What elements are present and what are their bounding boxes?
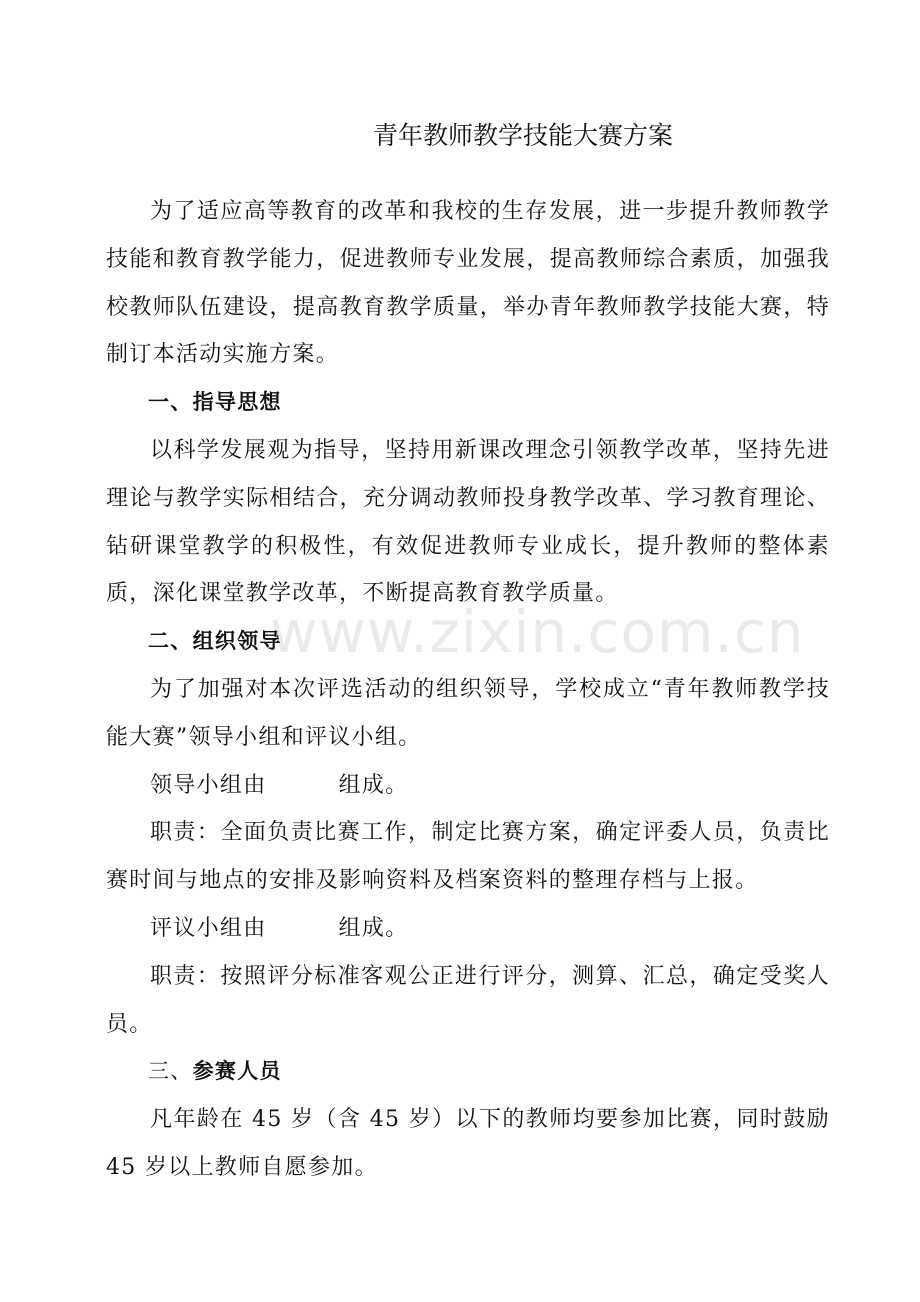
review-group-prefix: 评议小组由 bbox=[150, 915, 267, 941]
participants-heading-text: 参赛人员 bbox=[192, 1059, 282, 1084]
section-heading-participants bbox=[106, 1048, 830, 1096]
review-group-line bbox=[106, 905, 830, 953]
review-duty-paragraph: 职责：按照评分标准客观公正进行评分，测算、汇总，确定受奖人员。 bbox=[106, 963, 830, 1037]
document-body bbox=[106, 188, 830, 1192]
document-title: 青年教师教学技能大赛方案 bbox=[372, 121, 673, 150]
watermark-text: www.zixin.com.cn bbox=[270, 598, 805, 666]
leader-duty-paragraph: 职责：全面负责比赛工作，制定比赛方案，确定评委人员，负责比赛时间与地点的安排及影响资料及档案资料的整理存档与上报。 bbox=[106, 820, 830, 894]
intro-paragraph: 为了适应高等教育的改革和我校的生存发展，进一步提升教师教学技能和教育教学能力，促进教师专业发展，提高教师综合素质，加强我校教师队伍建设，提高教育教学质量，举办青年教师教学技能大赛，特制订本活动实施方案。 bbox=[106, 199, 830, 368]
participants-paragraph: 凡年龄在 45 岁（含 45 岁）以下的教师均要参加比赛，同时鼓励 45 岁以上教师自愿参加。 bbox=[106, 1107, 830, 1180]
leader-group-line bbox=[106, 762, 830, 810]
participants-heading-number: 三、 bbox=[148, 1059, 193, 1084]
review-group-suffix: 组成。 bbox=[338, 915, 409, 941]
guiding-ideology-paragraph: 以科学发展观为指导，坚持用新课改理念引领教学改革，坚持先进理论与教学实际相结合，充分调动教师投身教学改革、学习教育理论、钻研课堂教学的积极性，有效促进教师专业成长，提升教师的整体素质，深化课堂教学改革，不断提高教育教学质量。 bbox=[106, 437, 830, 607]
organization-paragraph: 为了加强对本次评选活动的组织领导，学校成立“青年教师教学技能大赛”领导小组和评议小组。 bbox=[106, 676, 830, 750]
leader-group-prefix: 领导小组由 bbox=[150, 772, 267, 798]
section-heading-guiding-ideology: 一、指导思想 bbox=[148, 390, 282, 415]
leader-group-suffix: 组成。 bbox=[338, 772, 409, 798]
section-heading-organization: 二、组织领导 bbox=[148, 629, 282, 654]
